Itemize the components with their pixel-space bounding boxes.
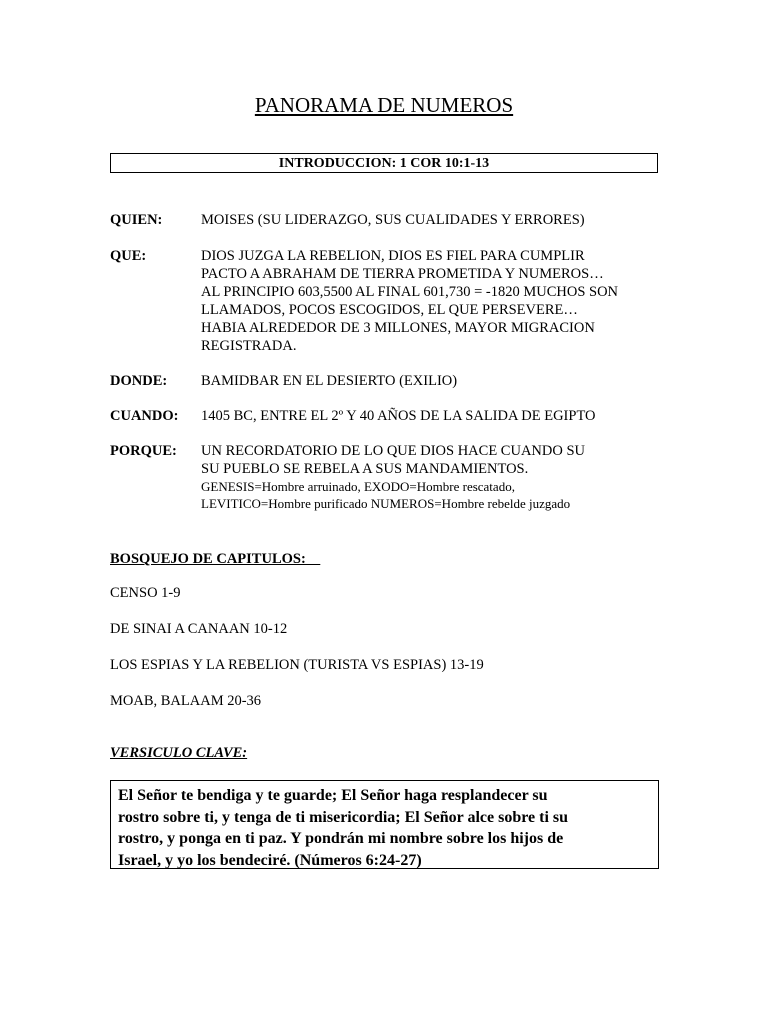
porque-line: UN RECORDATORIO DE LO QUE DIOS HACE CUANDO SU [201, 443, 585, 459]
que-label: QUE: [110, 248, 147, 264]
chapter-item: MOAB, BALAAM 20-36 [110, 693, 262, 709]
quien-label: QUIEN: [110, 212, 163, 228]
key-verse-box [110, 780, 659, 869]
cuando-text [201, 407, 671, 425]
key-verse-line: rostro sobre ti, y tenga de ti misericordia; El Señor alce sobre ti su [118, 808, 569, 826]
key-verse-line: Israel, y yo los bendeciré. (Números 6:24-27) [118, 851, 422, 869]
porque-text [201, 442, 671, 512]
que-text [201, 247, 671, 355]
donde-text [201, 372, 671, 390]
que-line: LLAMADOS, POCOS ESCOGIDOS, EL QUE PERSEVERE… [201, 302, 578, 318]
porque-line: SU PUEBLO SE REBELA A SUS MANDAMIENTOS. [201, 461, 529, 477]
outline-heading: BOSQUEJO DE CAPITULOS: [110, 551, 321, 567]
porque-label: PORQUE: [110, 443, 177, 459]
que-line: REGISTRADA. [201, 338, 297, 354]
chapter-item: DE SINAI A CANAAN 10-12 [110, 621, 288, 637]
porque-line: LEVITICO=Hombre purificado NUMEROS=Hombre rebelde juzgado [201, 496, 571, 511]
cuando-label: CUANDO: [110, 408, 179, 424]
que-line: PACTO A ABRAHAM DE TIERRA PROMETIDA Y NUMEROS… [201, 266, 604, 282]
introduction-box: INTRODUCCION: 1 COR 10:1-13 [110, 153, 658, 173]
donde-line: BAMIDBAR EN EL DESIERTO (EXILIO) [201, 373, 458, 389]
key-verse-line: rostro, y ponga en ti paz. Y pondrán mi nombre sobre los hijos de [118, 830, 564, 847]
key-verse-line: El Señor te bendiga y te guarde; El Señor haga resplandecer su [118, 787, 548, 804]
porque-line: GENESIS=Hombre arruinado, EXODO=Hombre rescatado, [201, 479, 515, 494]
key-verse-heading: VERSICULO CLAVE: [110, 745, 248, 761]
quien-line: MOISES (SU LIDERAZGO, SUS CUALIDADES Y ERRORES) [201, 212, 585, 228]
donde-label: DONDE: [110, 373, 168, 389]
que-line: DIOS JUZGA LA REBELION, DIOS ES FIEL PARA CUMPLIR [201, 248, 585, 264]
chapter-item: LOS ESPIAS Y LA REBELION (TURISTA VS ESPIAS) 13-19 [110, 657, 484, 673]
cuando-line: 1405 BC, ENTRE EL 2º Y 40 AÑOS DE LA SALIDA DE EGIPTO [201, 408, 596, 424]
page-title: PANORAMA DE NUMEROS [254, 93, 514, 117]
que-line: AL PRINCIPIO 603,5500 AL FINAL 601,730 = -1820 MUCHOS SON [201, 284, 619, 300]
quien-text [201, 211, 671, 229]
chapter-item: CENSO 1-9 [110, 585, 181, 601]
que-line: HABIA ALREDEDOR DE 3 MILLONES, MAYOR MIGRACION [201, 320, 595, 336]
